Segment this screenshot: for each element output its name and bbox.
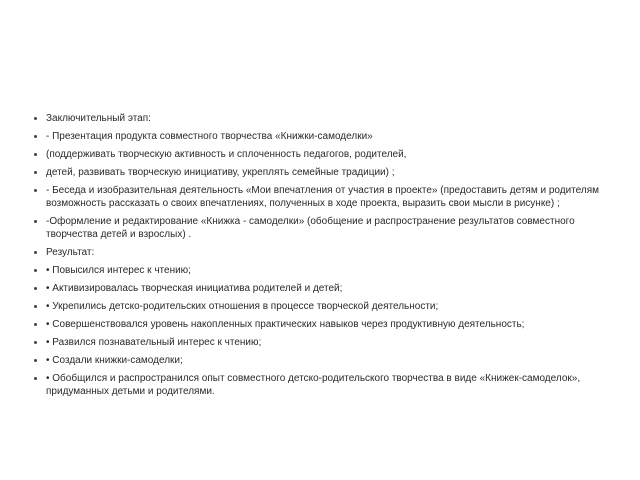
- list-item: - Беседа и изобразительная деятельность «Мои впечатления от участия в проекте» (предоставить детям и родителям возможность рассказать о своих впечатлениях, полученных в ходе проекта, выразить свои мысли в рисунке) ;: [34, 184, 604, 210]
- bullet-list: [34, 112, 604, 403]
- list-item: • Активизировалась творческая инициатива родителей и детей;: [34, 282, 604, 295]
- list-item: • Совершенствовался уровень накопленных практических навыков через продуктивную деятельность;: [34, 318, 604, 331]
- list-item: (поддерживать творческую активность и сплоченность педагогов, родителей,: [34, 148, 604, 161]
- list-item: • Укрепились детско-родительских отношения в процессе творческой деятельности;: [34, 300, 604, 313]
- list-item: • Развился познавательный интерес к чтению;: [34, 336, 604, 349]
- list-item: • Создали книжки-самоделки;: [34, 354, 604, 367]
- list-item: Результат:: [34, 246, 604, 259]
- list-item: -Оформление и редактирование «Книжка - самоделки» (обобщение и распространение результатов совместного творчества детей и взрослых) .: [34, 215, 604, 241]
- list-item: детей, развивать творческую инициативу, укреплять семейные традиции) ;: [34, 166, 604, 179]
- list-item: - Презентация продукта совместного творчества «Книжки-самоделки»: [34, 130, 604, 143]
- list-item: • Повысился интерес к чтению;: [34, 264, 604, 277]
- list-item: • Обобщился и распространился опыт совместного детско-родительского творчества в виде «Книжек-самоделок», придуманных детьми и родителями.: [34, 372, 604, 398]
- list-item: Заключительный этап:: [34, 112, 604, 125]
